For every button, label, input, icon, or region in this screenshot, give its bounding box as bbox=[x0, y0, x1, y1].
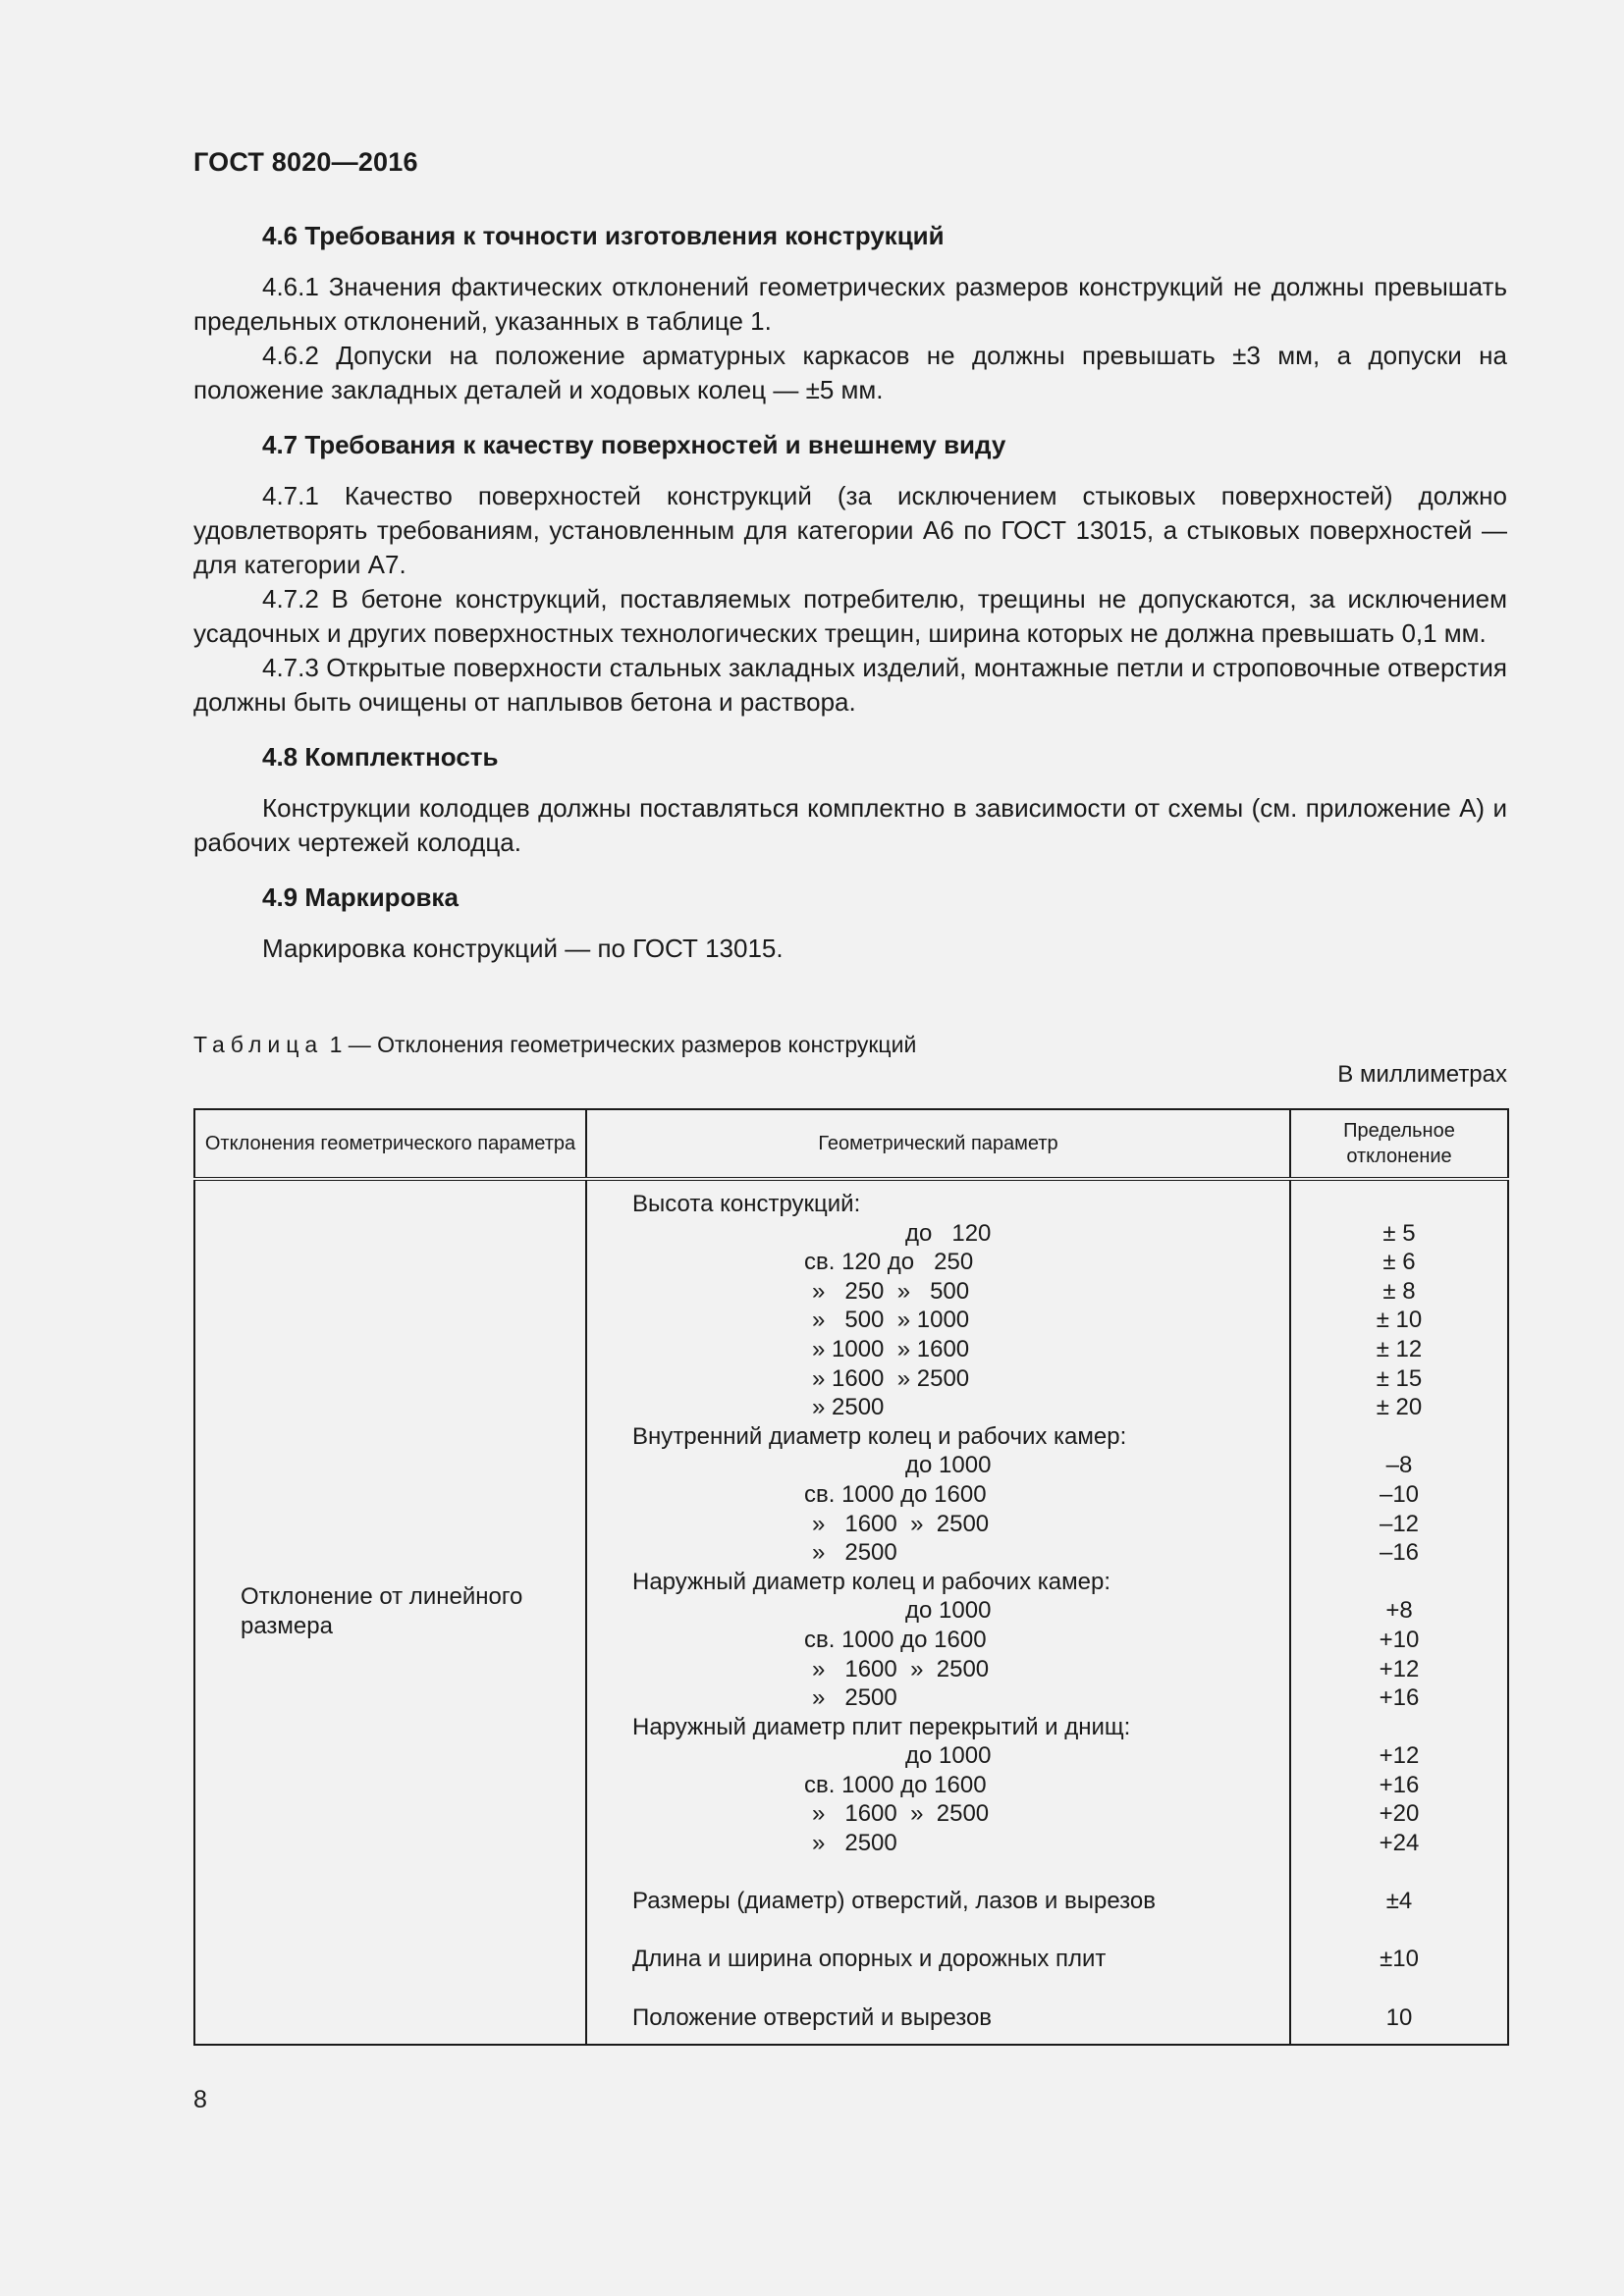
parameter-range: » 1600 » 2500 bbox=[812, 1800, 990, 1828]
limit-value: –12 bbox=[1379, 1510, 1420, 1537]
spacer bbox=[587, 1858, 1289, 1888]
limit-value: 10 bbox=[1385, 2003, 1413, 2031]
limit-value: ± 12 bbox=[1376, 1335, 1423, 1362]
table-row bbox=[194, 1179, 1508, 2045]
spacer bbox=[1291, 1713, 1507, 1742]
parameter-range: до 1000 bbox=[905, 1742, 992, 1770]
paragraph: 4.6.2 Допуски на положение арматурных каркасов не должны превышать ±3 мм, а допуски на положение закладных деталей и ходовых колец — ±5 мм. bbox=[193, 341, 1507, 404]
parameter-range: св. 1000 до 1600 bbox=[804, 1626, 987, 1653]
spacer bbox=[1291, 1858, 1507, 1888]
limit-value: +24 bbox=[1379, 1830, 1420, 1857]
spacer bbox=[1291, 1568, 1507, 1597]
section-heading: 4.6 Требования к точности изготовления конструкций bbox=[262, 221, 945, 250]
limit-value: –8 bbox=[1385, 1452, 1413, 1479]
limit-value: –16 bbox=[1379, 1539, 1420, 1567]
paragraph: 4.7.3 Открытые поверхности стальных закладных изделий, монтажные петли и строповочные отверстия должны быть очищены от наплывов бетона и раствора. bbox=[193, 653, 1507, 717]
limit-value: +16 bbox=[1379, 1684, 1420, 1712]
paragraph: 4.7.2 В бетоне конструкций, поставляемых потребителю, трещины не допускаются, за исключением усадочных и других поверхностных технологических трещин, ширина которых не должна превышать 0,1 мм. bbox=[193, 584, 1507, 648]
paragraph: Конструкции колодцев должны поставляться комплектно в зависимости от схемы (см. приложение А) и рабочих чертежей колодца. bbox=[193, 793, 1507, 857]
parameter-heading: Положение отверстий и вырезов bbox=[632, 2003, 993, 2031]
deviation-type-cell bbox=[194, 1179, 586, 2045]
tolerance-table bbox=[193, 1108, 1509, 2046]
parameter-range: до 1000 bbox=[905, 1452, 992, 1479]
parameter-range: » 250 » 500 bbox=[812, 1277, 970, 1305]
limit-value: ±4 bbox=[1385, 1888, 1413, 1915]
parameter-range: » 1600 » 2500 bbox=[812, 1364, 970, 1392]
limit-value: –10 bbox=[1379, 1480, 1420, 1508]
parameter-heading: Наружный диаметр колец и рабочих камер: bbox=[632, 1568, 1110, 1595]
parameter-range: до 120 bbox=[905, 1219, 992, 1247]
spacer bbox=[1291, 1916, 1507, 1946]
parameter-cell bbox=[586, 1179, 1290, 2045]
header-deviation-type: Отклонения геометрического параметра bbox=[194, 1109, 586, 1179]
table-header-row bbox=[194, 1109, 1508, 1179]
limit-value: +20 bbox=[1379, 1800, 1420, 1828]
parameter-range: св. 1000 до 1600 bbox=[804, 1480, 987, 1508]
table-units: В миллиметрах bbox=[1337, 1061, 1507, 1088]
parameter-range: св. 120 до 250 bbox=[804, 1249, 974, 1276]
parameter-range: » 2500 bbox=[812, 1539, 897, 1567]
limit-value: ±10 bbox=[1380, 1946, 1419, 1973]
paragraph: 4.7.1 Качество поверхностей конструкций (за исключением стыковых поверхностей) должно удовлетворять требованиям, установленным для категории А6 по ГОСТ 13015, а стыковых поверхностей — для категории А7. bbox=[193, 481, 1507, 579]
parameter-range: » 2500 bbox=[812, 1684, 897, 1712]
document-header: ГОСТ 8020—2016 bbox=[193, 147, 418, 177]
limit-value: ± 6 bbox=[1382, 1249, 1416, 1276]
parameter-heading: Длина и ширина опорных и дорожных плит bbox=[632, 1946, 1107, 1973]
parameter-range: » 2500 bbox=[812, 1830, 897, 1857]
parameter-range: св. 1000 до 1600 bbox=[804, 1771, 987, 1798]
parameter-range: » 1600 » 2500 bbox=[812, 1510, 990, 1537]
value-list bbox=[1291, 1181, 1507, 2044]
section-heading: 4.8 Комплектность bbox=[262, 742, 499, 772]
spacer bbox=[587, 1916, 1289, 1946]
limit-value: +12 bbox=[1379, 1742, 1420, 1770]
spacer bbox=[1291, 1974, 1507, 2003]
limit-value: +16 bbox=[1379, 1771, 1420, 1798]
table-caption-text: 1 — Отклонения геометрических размеров конструкций bbox=[323, 1032, 917, 1057]
parameter-heading: Размеры (диаметр) отверстий, лазов и вырезов bbox=[632, 1888, 1156, 1915]
limit-value: ± 8 bbox=[1382, 1277, 1416, 1305]
paragraph: 4.6.1 Значения фактических отклонений геометрических размеров конструкций не должны превышать предельных отклонений, указанных в таблице 1. bbox=[193, 272, 1507, 336]
parameter-range: » 500 » 1000 bbox=[812, 1307, 970, 1334]
value-cell bbox=[1290, 1179, 1508, 2045]
limit-value: ± 10 bbox=[1376, 1307, 1423, 1334]
parameter-list bbox=[587, 1181, 1289, 2044]
parameter-range: » 1600 » 2500 bbox=[812, 1655, 990, 1682]
spacer bbox=[1291, 1422, 1507, 1452]
table-caption-prefix: Таблица bbox=[193, 1032, 324, 1057]
header-limit-deviation: Предельное отклонение bbox=[1290, 1109, 1508, 1179]
page-number: 8 bbox=[193, 2086, 207, 2113]
parameter-range: » 1000 » 1600 bbox=[812, 1335, 970, 1362]
limit-value: ± 20 bbox=[1376, 1394, 1423, 1421]
parameter-range: » 2500 bbox=[812, 1394, 885, 1421]
deviation-type-label: Отклонение от линейного размера bbox=[241, 1583, 523, 1639]
table-caption bbox=[193, 1030, 916, 1059]
parameter-heading: Внутренний диаметр колец и рабочих камер: bbox=[632, 1422, 1127, 1450]
spacer bbox=[1291, 1190, 1507, 1219]
header-geometric-parameter: Геометрический параметр bbox=[586, 1109, 1290, 1179]
section-heading: 4.9 Маркировка bbox=[262, 882, 459, 912]
parameter-range: до 1000 bbox=[905, 1597, 992, 1625]
limit-value: +8 bbox=[1385, 1597, 1413, 1625]
parameter-heading: Наружный диаметр плит перекрытий и днищ: bbox=[632, 1713, 1131, 1740]
limit-value: +10 bbox=[1379, 1626, 1420, 1653]
limit-value: +12 bbox=[1379, 1655, 1420, 1682]
limit-value: ± 15 bbox=[1376, 1364, 1423, 1392]
paragraph: Маркировка конструкций — по ГОСТ 13015. bbox=[262, 934, 784, 963]
spacer bbox=[587, 1974, 1289, 2003]
document-body bbox=[193, 219, 1507, 966]
section-heading: 4.7 Требования к качеству поверхностей и внешнему виду bbox=[262, 430, 1006, 459]
parameter-heading: Высота конструкций: bbox=[632, 1191, 861, 1217]
limit-value: ± 5 bbox=[1382, 1219, 1416, 1247]
